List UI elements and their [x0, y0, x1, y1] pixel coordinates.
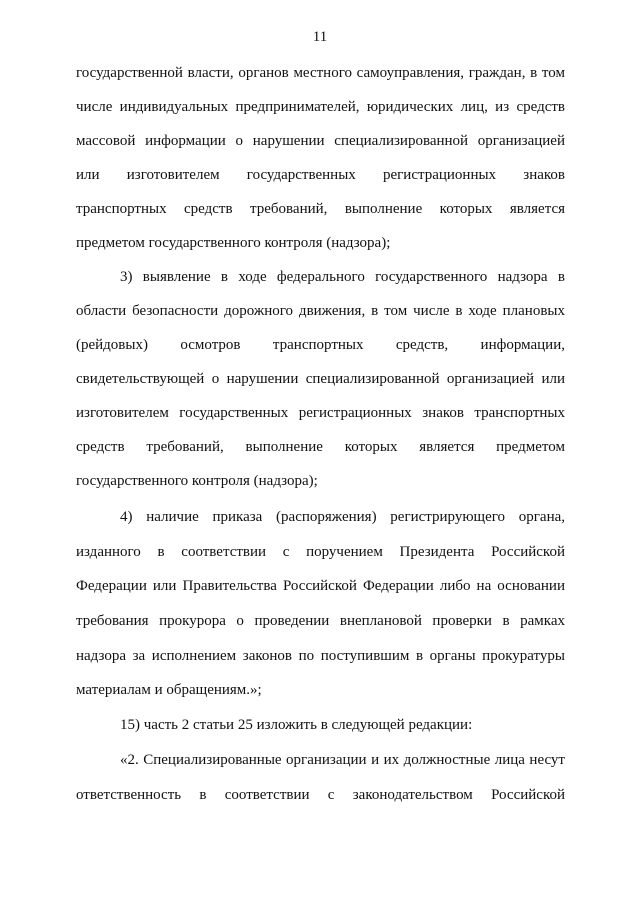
text-line: области безопасности дорожного движения, в том числе в ходе плановых	[76, 303, 565, 319]
text-line: государственного контроля (надзора);	[76, 473, 318, 489]
paragraph-start-line: 15) часть 2 статьи 25 изложить в следующей редакции:	[120, 717, 473, 733]
text-line: массовой информации о нарушении специализированной организацией	[76, 133, 565, 149]
text-line: транспортных средств требований, выполнение которых является	[76, 201, 565, 217]
text-line: изготовителем государственных регистрационных знаков транспортных	[76, 405, 565, 421]
paragraph-start-line: 4) наличие приказа (распоряжения) регистрирующего органа,	[120, 509, 565, 525]
text-line: (рейдовых) осмотров транспортных средств, информации,	[76, 337, 565, 353]
text-line: числе индивидуальных предпринимателей, юридических лиц, из средств	[76, 99, 565, 115]
text-line: изданного в соответствии с поручением Президента Российской	[76, 544, 565, 560]
text-line: материалам и обращениям.»;	[76, 682, 262, 698]
text-line: государственной власти, органов местного самоуправления, граждан, в том	[76, 65, 565, 81]
text-line: предметом государственного контроля (надзора);	[76, 235, 391, 251]
page-number: 11	[312, 29, 328, 45]
text-line: средств требований, выполнение которых является предметом	[76, 439, 565, 455]
text-line: требования прокурора о проведении внеплановой проверки в рамках	[76, 613, 565, 629]
text-line: надзора за исполнением законов по поступившим в органы прокуратуры	[76, 648, 565, 664]
text-line: ответственность в соответствии с законодательством Российской	[76, 787, 565, 803]
text-line: свидетельствующей о нарушении специализированной организацией или	[76, 371, 565, 387]
paragraph-start-line: «2. Специализированные организации и их должностные лица несут	[120, 752, 565, 768]
paragraph-start-line: 3) выявление в ходе федерального государственного надзора в	[120, 269, 565, 285]
text-line: или изготовителем государственных регистрационных знаков	[76, 167, 565, 183]
text-line: Федерации или Правительства Российской Федерации либо на основании	[76, 578, 565, 594]
